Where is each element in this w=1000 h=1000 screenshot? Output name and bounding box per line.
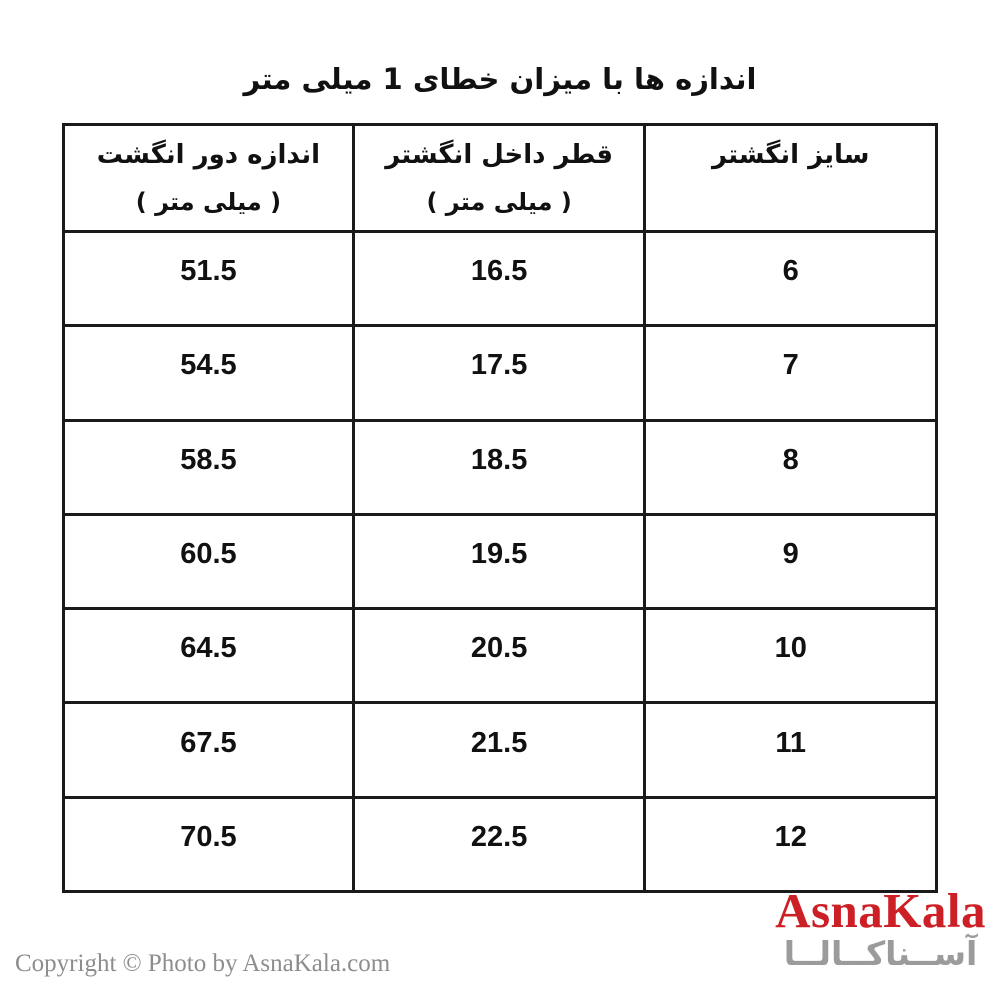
- header-cell-circumference: [64, 125, 354, 232]
- header-row: [64, 125, 937, 232]
- cell-ring-size: 6: [645, 232, 937, 326]
- asnakala-logo: [775, 883, 986, 973]
- header-title: اندازه دور انگشت: [96, 140, 321, 170]
- header-title: قطر داخل انگشتر: [385, 140, 614, 170]
- header-title: سایز انگشتر: [712, 140, 870, 170]
- cell-circumference: 70.5: [64, 797, 354, 891]
- asnakala-logo-latin: AsnaKala: [775, 883, 986, 938]
- cell-inner-diameter: 18.5: [353, 420, 645, 514]
- cell-circumference: 51.5: [64, 232, 354, 326]
- table-row: [64, 609, 937, 703]
- cell-ring-size: 10: [645, 609, 937, 703]
- table-row: [64, 703, 937, 797]
- table-row: [64, 326, 937, 420]
- table-header: [64, 125, 937, 232]
- cell-circumference: 54.5: [64, 326, 354, 420]
- cell-circumference: 58.5: [64, 420, 354, 514]
- cell-ring-size: 11: [645, 703, 937, 797]
- header-subtitle: ( میلی متر ): [135, 188, 282, 216]
- cell-ring-size: 12: [645, 797, 937, 891]
- cell-circumference: 64.5: [64, 609, 354, 703]
- cell-inner-diameter: 22.5: [353, 797, 645, 891]
- cell-inner-diameter: 17.5: [353, 326, 645, 420]
- cell-ring-size: 7: [645, 326, 937, 420]
- header-cell-ring-size: [645, 125, 937, 232]
- header-subtitle: ( میلی متر ): [426, 188, 572, 216]
- table-row: [64, 232, 937, 326]
- table-row: [64, 420, 937, 514]
- table-row: [64, 514, 937, 608]
- cell-inner-diameter: 21.5: [353, 703, 645, 797]
- asnakala-logo-persian: آســناکــالــا: [783, 934, 978, 973]
- cell-circumference: 67.5: [64, 703, 354, 797]
- page-title: اندازه ها با میزان خطای 1 میلی متر: [243, 62, 757, 96]
- table-row: [64, 797, 937, 891]
- cell-inner-diameter: 19.5: [353, 514, 645, 608]
- cell-inner-diameter: 20.5: [353, 609, 645, 703]
- cell-ring-size: 8: [645, 420, 937, 514]
- table-body: [64, 232, 937, 892]
- header-cell-inner-diameter: [353, 125, 645, 232]
- cell-circumference: 60.5: [64, 514, 354, 608]
- cell-ring-size: 9: [645, 514, 937, 608]
- cell-inner-diameter: 16.5: [353, 232, 645, 326]
- copyright-watermark: Copyright © Photo by AsnaKala.com: [15, 950, 391, 977]
- ring-size-table: [62, 123, 938, 893]
